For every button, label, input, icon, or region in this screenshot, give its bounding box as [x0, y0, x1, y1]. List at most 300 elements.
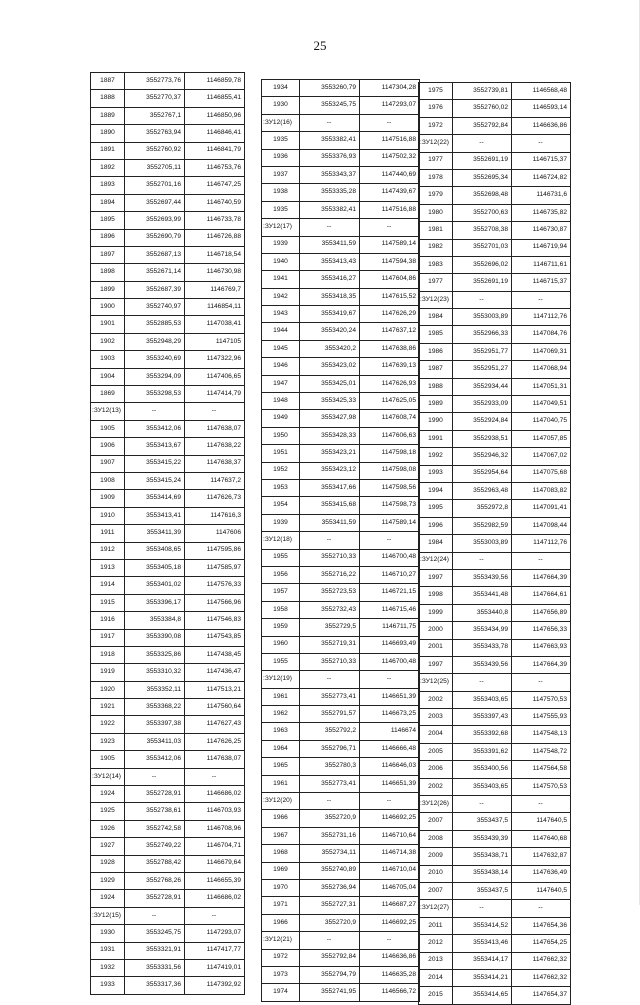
table-row: [262, 166, 420, 183]
y-coordinate-cell: 1146646,03: [360, 758, 420, 775]
point-number-cell: 1973: [262, 966, 300, 983]
point-number-cell: :ЗУ12(14): [91, 768, 125, 785]
point-number-cell: 1927: [91, 838, 125, 855]
y-coordinate-cell: 1146651,39: [360, 775, 420, 792]
x-coordinate-cell: 3553343,37: [300, 166, 360, 183]
point-number-cell: 1976: [419, 100, 453, 117]
x-coordinate-cell: 3552924,84: [453, 413, 512, 430]
y-coordinate-cell: 1146740,59: [185, 194, 245, 211]
table-row: [262, 80, 420, 97]
table-row: [262, 236, 420, 253]
point-number-cell: 1967: [262, 827, 300, 844]
y-coordinate-cell: 1147664,39: [512, 569, 571, 586]
point-number-cell: 1916: [91, 612, 125, 629]
x-coordinate-cell: 3552773,41: [300, 688, 360, 705]
point-number-cell: 1993: [419, 465, 453, 482]
x-coordinate-cell: 3552767,1: [125, 107, 185, 124]
table-row: [91, 351, 245, 368]
x-coordinate-cell: 3552719,31: [300, 636, 360, 653]
table-row: [91, 368, 245, 385]
table-row: [91, 333, 245, 350]
x-coordinate-cell: --: [453, 796, 512, 813]
x-coordinate-cell: 3552691,19: [453, 152, 512, 169]
y-coordinate-cell: 1147637,12: [360, 323, 420, 340]
x-coordinate-cell: 3553440,8: [453, 604, 512, 621]
y-coordinate-cell: 1147570,53: [512, 778, 571, 795]
point-number-cell: 1961: [262, 688, 300, 705]
x-coordinate-cell: 3552963,48: [453, 482, 512, 499]
y-coordinate-cell: 1146841,79: [185, 142, 245, 159]
x-coordinate-cell: 3553391,62: [453, 743, 512, 760]
point-number-cell: 1922: [91, 716, 125, 733]
point-number-cell: 1977: [419, 152, 453, 169]
x-coordinate-cell: 3553423,02: [300, 358, 360, 375]
x-coordinate-cell: 3553240,69: [125, 351, 185, 368]
point-number-cell: 1987: [419, 361, 453, 378]
section-header-row: [419, 900, 571, 917]
point-number-cell: 1947: [262, 375, 300, 392]
table-row: [419, 709, 571, 726]
table-row: [262, 479, 420, 496]
x-coordinate-cell: 3553423,12: [300, 462, 360, 479]
x-coordinate-cell: 3552710,33: [300, 549, 360, 566]
table-row: [262, 566, 420, 583]
section-header-row: [262, 532, 420, 549]
table-row: [91, 925, 245, 942]
y-coordinate-cell: 1146714,38: [360, 845, 420, 862]
table-row: [91, 786, 245, 803]
table-row: [91, 507, 245, 524]
y-coordinate-cell: 1146635,28: [360, 966, 420, 983]
table-row: [262, 271, 420, 288]
y-coordinate-cell: 1146730,98: [185, 264, 245, 281]
y-coordinate-cell: 1147638,86: [360, 340, 420, 357]
y-coordinate-cell: 1147564,58: [512, 761, 571, 778]
point-number-cell: 1982: [419, 239, 453, 256]
x-coordinate-cell: 3553321,91: [125, 942, 185, 959]
x-coordinate-cell: 3553392,68: [453, 726, 512, 743]
point-number-cell: 2011: [419, 917, 453, 934]
y-coordinate-cell: 1146666,48: [360, 740, 420, 757]
y-coordinate-cell: 1146700,48: [360, 549, 420, 566]
y-coordinate-cell: 1147638,07: [185, 420, 245, 437]
point-number-cell: 1966: [262, 914, 300, 931]
point-number-cell: 1944: [262, 323, 300, 340]
y-coordinate-cell: 1146846,41: [185, 125, 245, 142]
y-coordinate-cell: 1147639,13: [360, 358, 420, 375]
table-row: [91, 664, 245, 681]
point-number-cell: 1986: [419, 343, 453, 360]
point-number-cell: 1990: [419, 413, 453, 430]
y-coordinate-cell: 1146674: [360, 723, 420, 740]
table-row: [262, 706, 420, 723]
point-number-cell: :ЗУ12(13): [91, 403, 125, 420]
point-number-cell: 2003: [419, 709, 453, 726]
y-coordinate-cell: 1147662,32: [512, 969, 571, 986]
y-coordinate-cell: 1146568,48: [512, 83, 571, 100]
y-coordinate-cell: --: [185, 768, 245, 785]
point-number-cell: :ЗУ12(18): [262, 532, 300, 549]
x-coordinate-cell: 3553403,65: [453, 691, 512, 708]
x-coordinate-cell: 3553294,09: [125, 368, 185, 385]
y-coordinate-cell: 1147585,97: [185, 559, 245, 576]
point-number-cell: 1899: [91, 281, 125, 298]
y-coordinate-cell: 1146673,25: [360, 706, 420, 723]
table-row: [91, 90, 245, 107]
y-coordinate-cell: 1146566,72: [360, 984, 420, 1001]
x-coordinate-cell: 3553428,33: [300, 427, 360, 444]
point-number-cell: 1938: [262, 184, 300, 201]
x-coordinate-cell: 3552701,16: [125, 177, 185, 194]
section-header-row: [262, 932, 420, 949]
x-coordinate-cell: 3552741,95: [300, 984, 360, 1001]
y-coordinate-cell: 1147322,96: [185, 351, 245, 368]
x-coordinate-cell: 3553439,56: [453, 569, 512, 586]
table-row: [419, 396, 571, 413]
x-coordinate-cell: 3553408,65: [125, 542, 185, 559]
table-row: [262, 845, 420, 862]
point-number-cell: 1949: [262, 410, 300, 427]
y-coordinate-cell: --: [512, 135, 571, 152]
y-coordinate-cell: 1147606,63: [360, 427, 420, 444]
point-number-cell: 1955: [262, 653, 300, 670]
x-coordinate-cell: 3552687,13: [125, 246, 185, 263]
y-coordinate-cell: 1147548,13: [512, 726, 571, 743]
x-coordinate-cell: 3553376,93: [300, 149, 360, 166]
table-row: [419, 935, 571, 952]
table-row: [262, 984, 420, 1001]
point-number-cell: 1980: [419, 204, 453, 221]
y-coordinate-cell: 1147293,07: [185, 925, 245, 942]
x-coordinate-cell: 3552701,03: [453, 239, 512, 256]
y-coordinate-cell: 1147589,14: [360, 236, 420, 253]
x-coordinate-cell: 3553413,43: [300, 253, 360, 270]
y-coordinate-cell: --: [512, 796, 571, 813]
y-coordinate-cell: 1147057,85: [512, 430, 571, 447]
table-row: [262, 619, 420, 636]
point-number-cell: 2004: [419, 726, 453, 743]
y-coordinate-cell: 1147440,69: [360, 166, 420, 183]
section-header-row: [419, 674, 571, 691]
table-row: [91, 212, 245, 229]
y-coordinate-cell: --: [512, 674, 571, 691]
y-coordinate-cell: 1146703,93: [185, 803, 245, 820]
table-row: [91, 246, 245, 263]
table-row: [91, 803, 245, 820]
point-number-cell: 1975: [419, 83, 453, 100]
table-row: [419, 378, 571, 395]
table-row: [91, 177, 245, 194]
point-number-cell: 2002: [419, 778, 453, 795]
table-row: [262, 584, 420, 601]
table-row: [419, 691, 571, 708]
x-coordinate-cell: 3552885,53: [125, 316, 185, 333]
y-coordinate-cell: --: [512, 291, 571, 308]
x-coordinate-cell: 3552946,32: [453, 448, 512, 465]
x-coordinate-cell: 3552796,71: [300, 740, 360, 757]
y-coordinate-cell: 1147656,33: [512, 622, 571, 639]
page-number: 25: [313, 38, 327, 53]
table-row: [91, 959, 245, 976]
table-row: [262, 949, 420, 966]
x-coordinate-cell: 3552693,99: [125, 212, 185, 229]
y-coordinate-cell: 1146726,88: [185, 229, 245, 246]
x-coordinate-cell: 3553427,98: [300, 410, 360, 427]
point-number-cell: 1997: [419, 569, 453, 586]
x-coordinate-cell: 3552698,48: [453, 187, 512, 204]
y-coordinate-cell: 1147604,86: [360, 271, 420, 288]
table-row: [419, 865, 571, 882]
x-coordinate-cell: 3553433,78: [453, 639, 512, 656]
x-coordinate-cell: 3552728,91: [125, 890, 185, 907]
y-coordinate-cell: 1147640,68: [512, 830, 571, 847]
point-number-cell: 1942: [262, 288, 300, 305]
y-coordinate-cell: 1147098,44: [512, 517, 571, 534]
x-coordinate-cell: 3553412,06: [125, 751, 185, 768]
x-coordinate-cell: --: [125, 403, 185, 420]
table-row: [91, 299, 245, 316]
point-number-cell: 1945: [262, 340, 300, 357]
point-number-cell: 1930: [91, 925, 125, 942]
y-coordinate-cell: 1147640,5: [512, 882, 571, 899]
y-coordinate-cell: 1146636,86: [512, 117, 571, 134]
table-row: [419, 656, 571, 673]
x-coordinate-cell: 3552691,19: [453, 274, 512, 291]
x-coordinate-cell: --: [453, 291, 512, 308]
table-row: [262, 358, 420, 375]
x-coordinate-cell: 3553368,22: [125, 699, 185, 716]
x-coordinate-cell: 3553003,89: [453, 535, 512, 552]
point-number-cell: :ЗУ12(22): [419, 135, 453, 152]
point-number-cell: 1935: [262, 132, 300, 149]
point-number-cell: 1995: [419, 500, 453, 517]
x-coordinate-cell: 3553439,56: [453, 656, 512, 673]
y-coordinate-cell: 1146710,64: [360, 827, 420, 844]
point-number-cell: 1951: [262, 445, 300, 462]
x-coordinate-cell: --: [300, 114, 360, 131]
y-coordinate-cell: 1147293,07: [360, 97, 420, 114]
table-row: [419, 309, 571, 326]
x-coordinate-cell: 3552671,14: [125, 264, 185, 281]
y-coordinate-cell: 1147543,85: [185, 629, 245, 646]
point-number-cell: 1988: [419, 378, 453, 395]
x-coordinate-cell: 3552938,51: [453, 430, 512, 447]
point-number-cell: 1959: [262, 619, 300, 636]
y-coordinate-cell: 1146747,25: [185, 177, 245, 194]
section-header-row: [91, 768, 245, 785]
x-coordinate-cell: 3553411,59: [300, 514, 360, 531]
x-coordinate-cell: 3553425,33: [300, 393, 360, 410]
table-row: [262, 897, 420, 914]
x-coordinate-cell: 3552770,37: [125, 90, 185, 107]
x-coordinate-cell: 3552738,61: [125, 803, 185, 820]
y-coordinate-cell: 1147656,89: [512, 604, 571, 621]
table-row: [419, 274, 571, 291]
point-number-cell: 1913: [91, 559, 125, 576]
table-row: [91, 681, 245, 698]
point-number-cell: 1981: [419, 222, 453, 239]
coordinates-table-left: [90, 72, 245, 995]
y-coordinate-cell: 1147546,83: [185, 612, 245, 629]
y-coordinate-cell: 1146715,46: [360, 601, 420, 618]
table-row: [262, 601, 420, 618]
y-coordinate-cell: 1147664,61: [512, 587, 571, 604]
table-row: [91, 490, 245, 507]
x-coordinate-cell: 3553414,52: [453, 917, 512, 934]
table-row: [91, 629, 245, 646]
table-row: [91, 612, 245, 629]
table-row: [262, 810, 420, 827]
point-number-cell: 1957: [262, 584, 300, 601]
x-coordinate-cell: 3552791,57: [300, 706, 360, 723]
y-coordinate-cell: 1146731,6: [512, 187, 571, 204]
point-number-cell: 1939: [262, 236, 300, 253]
y-coordinate-cell: 1146686,02: [185, 890, 245, 907]
section-header-row: [91, 403, 245, 420]
table-row: [419, 830, 571, 847]
x-coordinate-cell: 3552720,9: [300, 810, 360, 827]
x-coordinate-cell: 3553405,18: [125, 559, 185, 576]
y-coordinate-cell: 1147417,77: [185, 942, 245, 959]
point-number-cell: :ЗУ12(17): [262, 219, 300, 236]
x-coordinate-cell: --: [300, 932, 360, 949]
section-header-row: [262, 793, 420, 810]
table-row: [262, 184, 420, 201]
table-row: [419, 587, 571, 604]
y-coordinate-cell: 1147566,96: [185, 594, 245, 611]
table-row: [262, 462, 420, 479]
table-row: [262, 549, 420, 566]
x-coordinate-cell: 3552792,84: [453, 117, 512, 134]
x-coordinate-cell: 3553298,53: [125, 386, 185, 403]
x-coordinate-cell: 3552705,11: [125, 159, 185, 176]
x-coordinate-cell: --: [453, 135, 512, 152]
x-coordinate-cell: 3552788,42: [125, 855, 185, 872]
point-number-cell: :ЗУ12(23): [419, 291, 453, 308]
point-number-cell: 1985: [419, 326, 453, 343]
x-coordinate-cell: 3553245,75: [125, 925, 185, 942]
point-number-cell: 1894: [91, 194, 125, 211]
point-number-cell: 1966: [262, 810, 300, 827]
y-coordinate-cell: 1146730,87: [512, 222, 571, 239]
point-number-cell: 1896: [91, 229, 125, 246]
section-header-row: [419, 552, 571, 569]
point-number-cell: 1928: [91, 855, 125, 872]
y-coordinate-cell: 1146692,25: [360, 914, 420, 931]
y-coordinate-cell: 1146705,04: [360, 879, 420, 896]
point-number-cell: 1917: [91, 629, 125, 646]
point-number-cell: 1909: [91, 490, 125, 507]
point-number-cell: 1941: [262, 271, 300, 288]
point-number-cell: 1996: [419, 517, 453, 534]
x-coordinate-cell: 3552780,3: [300, 758, 360, 775]
table-row: [262, 427, 420, 444]
y-coordinate-cell: 1147548,72: [512, 743, 571, 760]
point-number-cell: 1953: [262, 479, 300, 496]
table-row: [419, 882, 571, 899]
table-row: [419, 500, 571, 517]
point-number-cell: 1960: [262, 636, 300, 653]
y-coordinate-cell: 1146679,64: [185, 855, 245, 872]
table-row: [419, 361, 571, 378]
y-coordinate-cell: 1146718,54: [185, 246, 245, 263]
point-number-cell: 2006: [419, 761, 453, 778]
x-coordinate-cell: 3552794,79: [300, 966, 360, 983]
y-coordinate-cell: 1146854,11: [185, 299, 245, 316]
x-coordinate-cell: 3553390,08: [125, 629, 185, 646]
x-coordinate-cell: --: [453, 900, 512, 917]
x-coordinate-cell: 3553411,59: [300, 236, 360, 253]
table-row: [91, 699, 245, 716]
y-coordinate-cell: 1147625,05: [360, 393, 420, 410]
y-coordinate-cell: 1147112,76: [512, 309, 571, 326]
table-row: [91, 820, 245, 837]
point-number-cell: 2008: [419, 830, 453, 847]
point-number-cell: 1889: [91, 107, 125, 124]
x-coordinate-cell: 3553325,86: [125, 646, 185, 663]
x-coordinate-cell: 3553384,8: [125, 612, 185, 629]
table-row: [419, 987, 571, 1004]
x-coordinate-cell: 3553414,65: [453, 987, 512, 1004]
x-coordinate-cell: 3552951,77: [453, 343, 512, 360]
x-coordinate-cell: 3552982,59: [453, 517, 512, 534]
x-coordinate-cell: 3553413,67: [125, 438, 185, 455]
table-row: [262, 132, 420, 149]
point-number-cell: 1948: [262, 393, 300, 410]
x-coordinate-cell: --: [125, 768, 185, 785]
y-coordinate-cell: 1147598,18: [360, 445, 420, 462]
point-number-cell: 1893: [91, 177, 125, 194]
point-number-cell: 1965: [262, 758, 300, 775]
y-coordinate-cell: 1147594,38: [360, 253, 420, 270]
y-coordinate-cell: 1147598,56: [360, 479, 420, 496]
table-row: [262, 323, 420, 340]
table-row: [419, 222, 571, 239]
table-row: [419, 517, 571, 534]
point-number-cell: 2009: [419, 848, 453, 865]
table-row: [262, 688, 420, 705]
point-number-cell: 1905: [91, 420, 125, 437]
x-coordinate-cell: 3553335,28: [300, 184, 360, 201]
x-coordinate-cell: 3553418,35: [300, 288, 360, 305]
point-number-cell: 1984: [419, 309, 453, 326]
point-number-cell: :ЗУ12(26): [419, 796, 453, 813]
x-coordinate-cell: 3552773,76: [125, 73, 185, 90]
x-coordinate-cell: 3552690,79: [125, 229, 185, 246]
table-row: [419, 204, 571, 221]
table-row: [419, 187, 571, 204]
point-number-cell: 1903: [91, 351, 125, 368]
x-coordinate-cell: 3552716,22: [300, 566, 360, 583]
point-number-cell: 1943: [262, 306, 300, 323]
y-coordinate-cell: 1147638,37: [185, 455, 245, 472]
y-coordinate-cell: 1147304,28: [360, 80, 420, 97]
table-row: [419, 448, 571, 465]
y-coordinate-cell: 1147636,49: [512, 865, 571, 882]
table-row: [419, 117, 571, 134]
table-row: [262, 410, 420, 427]
table-row: [91, 838, 245, 855]
point-number-cell: 1931: [91, 942, 125, 959]
point-number-cell: 1954: [262, 497, 300, 514]
table-row: [91, 472, 245, 489]
x-coordinate-cell: 3552948,29: [125, 333, 185, 350]
x-coordinate-cell: 3553397,38: [125, 716, 185, 733]
y-coordinate-cell: 1147638,22: [185, 438, 245, 455]
y-coordinate-cell: 1146710,27: [360, 566, 420, 583]
x-coordinate-cell: 3552728,91: [125, 786, 185, 803]
point-number-cell: 1939: [262, 514, 300, 531]
